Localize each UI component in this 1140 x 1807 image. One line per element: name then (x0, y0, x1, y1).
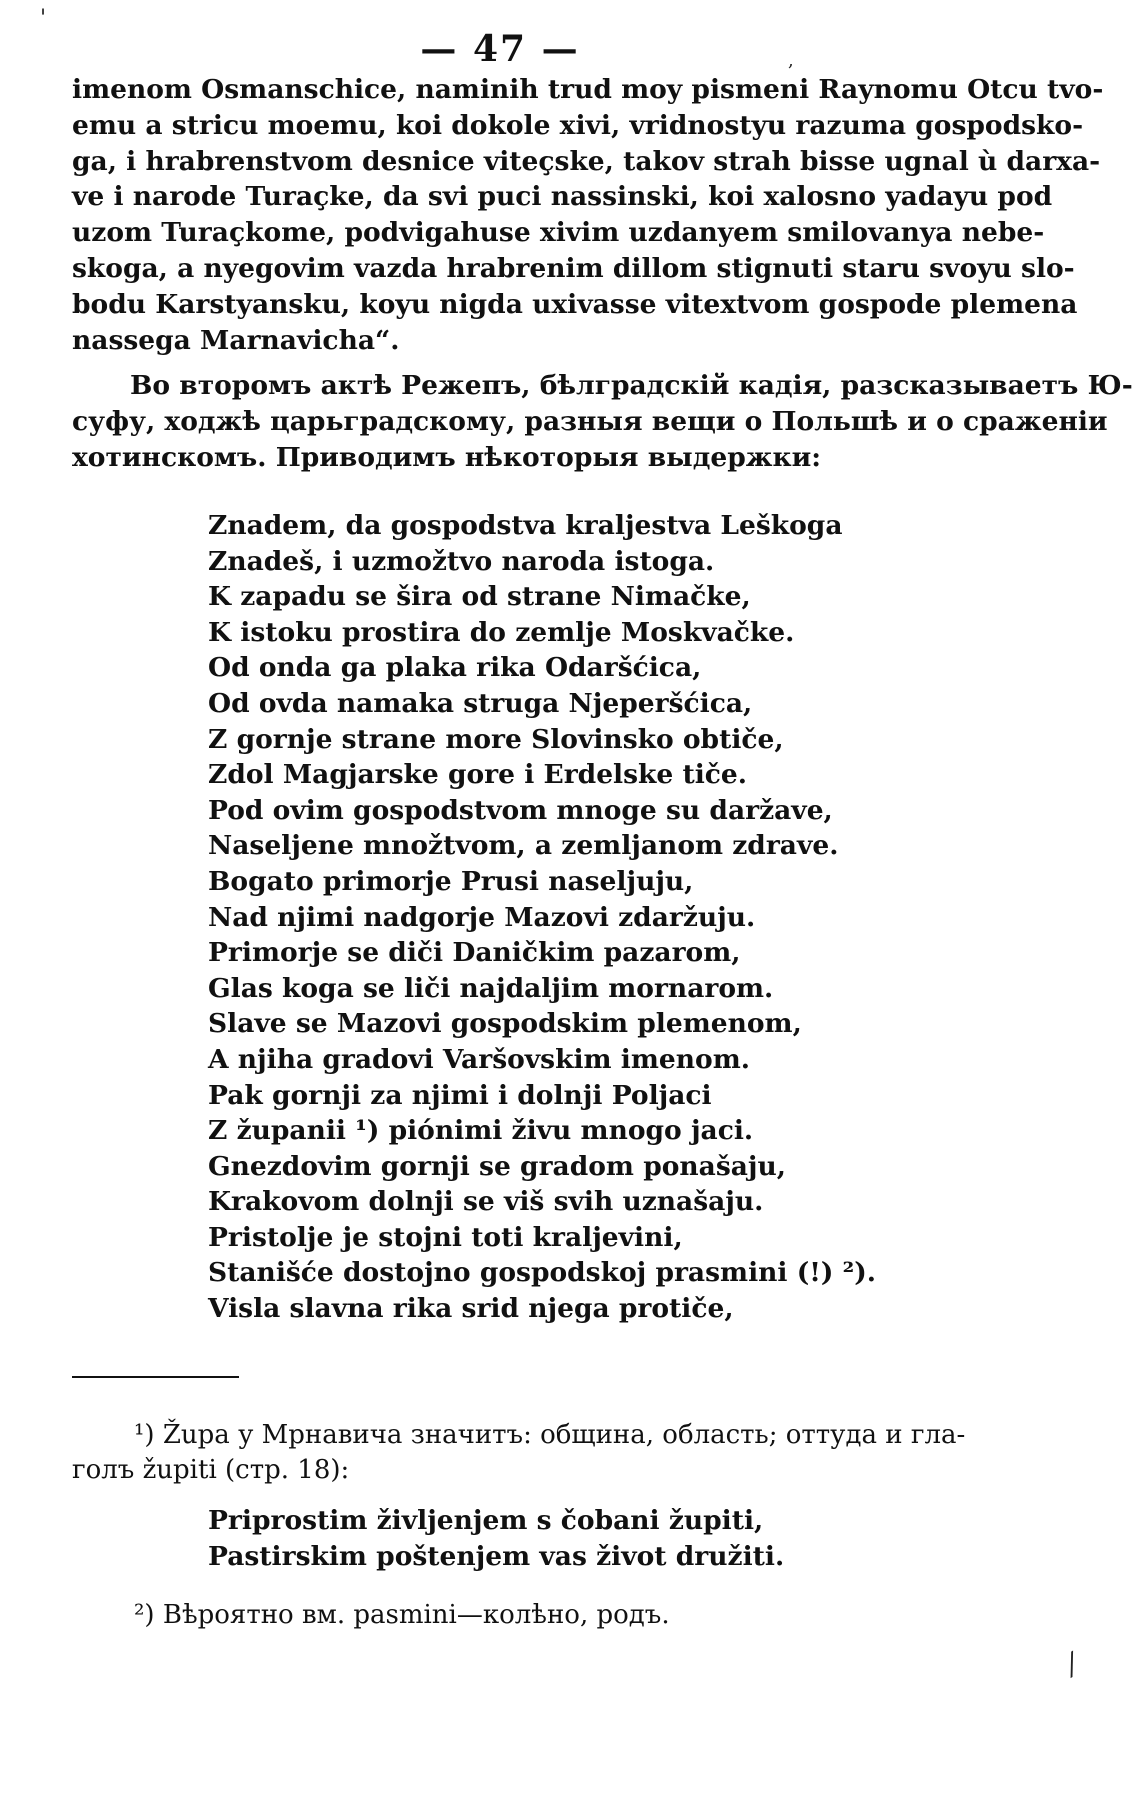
footnote-line: голъ župiti (стр. 18): (72, 1455, 350, 1485)
poem-line: Bogato primorje Prusi naseljuju, (208, 865, 694, 897)
poem-excerpt (208, 508, 876, 1327)
footnote-text: Župa у Мрнавича значитъ: община, область; оттуда и гла- (162, 1420, 966, 1450)
text-line: emu a stricu moemu, koi dokole xivi, vridnostyu razuma gospodsko- (72, 109, 1084, 141)
poem-line: Zdol Magjarske gore i Erdelske tiče. (208, 759, 748, 791)
poem-line: Znadem, da gospodstva kraljestva Leškoga (208, 510, 843, 541)
verse-line: Pastirskim poštenjem vas život družiti. (208, 1541, 785, 1572)
footnote-1-verse (208, 1503, 784, 1575)
poem-line: Z gornje strane more Slovinsko obtiče, (208, 723, 784, 755)
poem-line: K zapadu se šira od strane Nimačke, (208, 581, 751, 613)
page-number: — 47 — (420, 28, 580, 70)
text-line: хотинскомъ. Приводимъ нѣкоторыя выдержки: (72, 441, 822, 473)
poem-line: Naseljene množtvom, a zemljanom zdrave. (208, 830, 839, 862)
poem-line: Glas koga se liči najdaljim mornarom. (208, 972, 774, 1004)
text-line: bodu Karstyansku, koyu nigda uxivasse vitextvom gospode plemena (72, 288, 1078, 320)
poem-line: Pod ovim gospodstvom mnoge su daržave, (208, 794, 833, 826)
footnote-1 (72, 1418, 997, 1488)
scan-speck-top-left: ' (40, 6, 47, 31)
poem-line: Od onda ga plaka rika Odaršćica, (208, 652, 702, 684)
text-line: ga, i hrabrenstvom desnice viteçske, takov strah bisse ugnal ù darxa- (72, 145, 1101, 177)
footnote-marker: ¹) (134, 1420, 155, 1450)
text-line: суфу, ходжѣ царьградскому, разныя вещи о Польшѣ и о сраженіи (72, 405, 1108, 437)
scan-pen-mark: ⁄ (1061, 1649, 1084, 1682)
poem-line: Z županii ¹) piónimi živu mnogo jaci. (208, 1115, 754, 1147)
footnote-2 (72, 1598, 1059, 1633)
footnote-line (72, 1418, 997, 1453)
poem-line: Visla slavna rika srid njega protiče, (208, 1293, 734, 1325)
footnote-text: Вѣроятно вм. pasmini—колѣно, родъ. (162, 1600, 670, 1630)
poem-line: Stanišće dostojno gospodskoj prasmini (!) ²). (208, 1257, 876, 1289)
poem-line: Primorje se diči Daničkim pazarom, (208, 937, 741, 969)
poem-line: Od ovda namaka struga Njeperšćica, (208, 687, 753, 719)
poem-line: Krakovom dolnji se viš svih uznašaju. (208, 1186, 764, 1218)
poem-line: A njiha gradovi Varšovskim imenom. (208, 1043, 750, 1075)
scan-speck-top-right: , (788, 50, 794, 71)
text-line: nassega Marnavicha“. (72, 324, 400, 356)
poem-line: Slave se Mazovi gospodskim plemenom, (208, 1008, 802, 1040)
text-line: imenom Osmanschice, naminih trud moy pismeni Raynomu Otcu tvo- (72, 74, 1104, 105)
footnote-separator-rule (72, 1376, 239, 1378)
poem-line: K istoku prostira do zemlje Moskvačke. (208, 616, 795, 648)
text-line: uzom Turaçkome, podvigahuse xivim uzdanyem smilovanya nebe- (72, 217, 1045, 249)
poem-line: Znadeš, i uzmožtvo naroda istoga. (208, 545, 715, 577)
paragraph-russian-intro (72, 368, 1133, 475)
poem-line: Pak gornji za njimi i dolnji Poljaci (208, 1079, 712, 1111)
poem-line: Nad njimi nadgorje Mazovi zdaržuju. (208, 901, 756, 933)
text-line: Во второмъ актѣ Режепъ, бѣлградскій кадія, разсказываетъ Ю- (130, 370, 1133, 401)
poem-line: Gnezdovim gornji se gradom ponašaju, (208, 1150, 787, 1182)
paragraph-croatian-prose (72, 72, 1104, 358)
text-line: ve i narode Turaçke, da svi puci nassinski, koi xalosno yadayu pod (72, 181, 1053, 213)
footnote-marker: ²) (134, 1600, 155, 1630)
verse-line: Priprostim življenjem s čobani župiti, (208, 1505, 764, 1536)
text-line: skoga, a nyegovim vazda hrabrenim dillom stignuti staru svoyu slo- (72, 252, 1075, 284)
poem-line: Pristolje je stojni toti kraljevini, (208, 1221, 683, 1253)
